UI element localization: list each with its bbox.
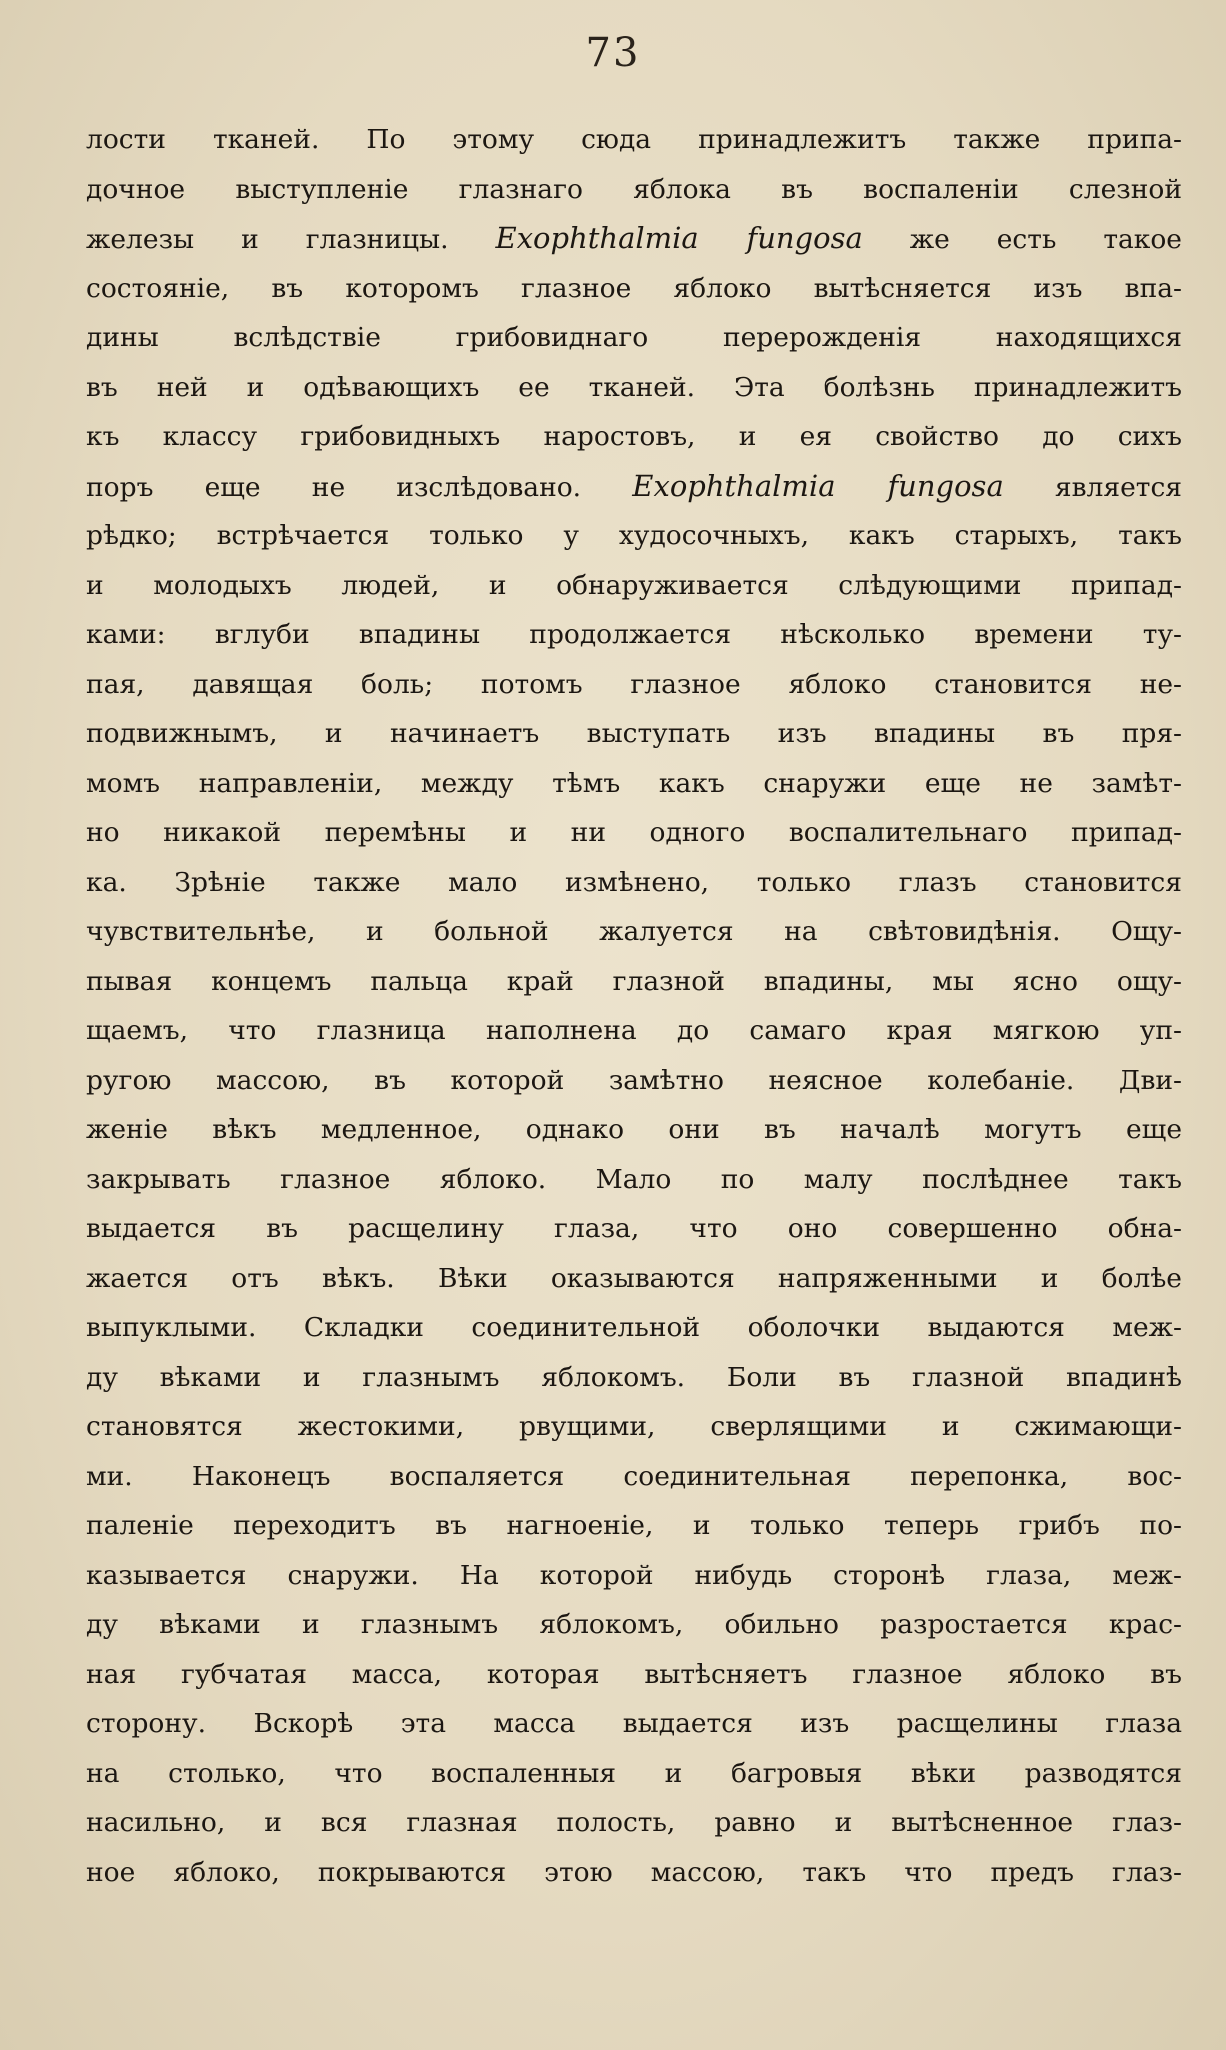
text-line: выдается въ расщелину глаза, что оно совершенно обна- [86,1213,1182,1244]
text-line: пывая концемъ пальца край глазной впадины, мы ясно ощу- [86,965,1182,997]
text-line: паленіе переходитъ въ нагноеніе, и только теперь грибъ по- [86,1510,1182,1541]
text-line: дины вслѣдствіе грибовиднаго перерожденія находящихся [86,322,1182,353]
latin-term: Exophthalmia fungosa [632,468,1004,503]
text-line: подвижнымъ, и начинаетъ выступать изъ впадины въ пря- [86,718,1182,749]
text-line: чувствительнѣе, и больной жалуется на свѣтовидѣнія. Ощу- [86,916,1182,947]
text-line: но никакой перемѣны и ни одного воспалительнаго припад- [86,817,1182,848]
text-line: железы и глазницы. Exophthalmia fungosa же есть такое [86,221,1182,255]
text-line: ми. Наконецъ воспаляется соединительная перепонка, вос- [86,1460,1182,1492]
text-line: сторону. Вскорѣ эта масса выдается изъ расщелины глаза [86,1708,1182,1739]
text-line: въ ней и одѣвающихъ ее тканей. Эта болѣзнь принадлежитъ [86,371,1182,403]
text-line: ками: вглуби впадины продолжается нѣсколько времени ту- [86,619,1182,650]
text-line: щаемъ, что глазница наполнена до самаго края мягкою уп- [86,1015,1182,1046]
text-line: ная губчатая масса, которая вытѣсняетъ глазное яблоко въ [86,1658,1182,1690]
text-line: рѣдко; встрѣчается только у худосочныхъ, какъ старыхъ, такъ [86,520,1182,551]
text-line: насильно, и вся глазная полость, равно и вытѣсненное глаз- [86,1807,1182,1838]
text-line: пая, давящая боль; потомъ глазное яблоко становится не- [86,668,1182,700]
text-line: ду вѣками и глазнымъ яблокомъ. Боли въ глазной впадинѣ [86,1361,1182,1393]
page-number: 73 [585,30,641,76]
text-line: къ классу грибовидныхъ наростовъ, и ея свойство до сихъ [86,421,1182,452]
text-line: ное яблоко, покрываются этою массою, такъ что предъ глаз- [86,1856,1182,1888]
text-line: становятся жестокими, рвущими, сверлящими и сжимающи- [86,1411,1182,1442]
text-line: на столько, что воспаленныя и багровыя вѣки разводятся [86,1757,1182,1789]
text-line: лости тканей. По этому сюда принадлежитъ также припа- [86,124,1182,155]
text-line: поръ еще не изслѣдовано. Exophthalmia fungosa является [86,468,1182,503]
text-line: женіе вѣкъ медленное, однако они въ началѣ могутъ еще [86,1114,1182,1145]
text-line: ду вѣками и глазнымъ яблокомъ, обильно разростается крас- [86,1609,1182,1640]
latin-term: Exophthalmia fungosa [495,221,863,255]
text-line: жается отъ вѣкъ. Вѣки оказываются напряженными и болѣе [86,1262,1182,1294]
text-line: дочное выступленіе глазнаго яблока въ воспаленіи слезной [86,173,1182,205]
text-line: выпуклыми. Складки соединительной оболочки выдаются меж- [86,1312,1182,1343]
text-line: закрывать глазное яблоко. Мало по малу послѣднее такъ [86,1163,1182,1195]
text-line: казывается снаружи. На которой нибудь сторонѣ глаза, меж- [86,1559,1182,1591]
text-line: ругою массою, въ которой замѣтно неясное колебаніе. Дви- [86,1064,1182,1096]
text-line: момъ направленіи, между тѣмъ какъ снаружи еще не замѣт- [86,767,1182,799]
text-line: состояніе, въ которомъ глазное яблоко вытѣсняется изъ впа- [86,272,1182,304]
text-line: и молодыхъ людей, и обнаруживается слѣдующими припад- [86,569,1182,601]
body-text [86,115,1182,1897]
text-line: ка. Зрѣніе также мало измѣнено, только глазъ становится [86,866,1182,898]
